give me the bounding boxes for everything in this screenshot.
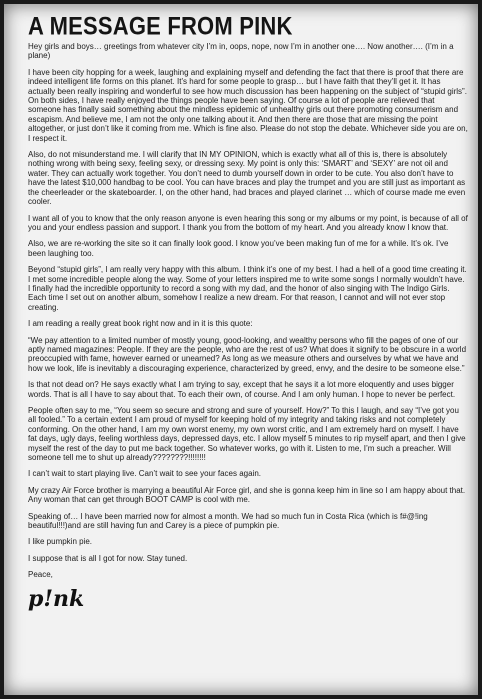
paragraph-stay-tuned: I suppose that is all I got for now. Stay tuned. [28, 553, 188, 563]
letter-page [4, 4, 478, 695]
paragraph-pumpkin-pie: I like pumpkin pie. [28, 537, 93, 547]
paragraph-dead-on: Is that not dead on? He says exactly what I am trying to say, except that he says it a lot more eloquently and uses bigger words. That is all I have to say about that. To each their own, of course. And I am only human. I hope to never be perfect. [28, 380, 456, 399]
letter-title: A MESSAGE FROM PINK [28, 12, 293, 40]
paragraph-brother: My crazy Air Force brother is marrying a beautiful Air Force girl, and she is gonna keep him in line so I am happy about that. Any woman that can get through BOOT CAMP is cool with me. [28, 485, 466, 505]
paragraph-city-hopping: I have been city hopping for a week, laughing and explaining myself and defending the fact that there is proof that there are indeed intelligent life forms on this planet. It’s hard for some people to grasp… but I have faith that they’ll get it. It has actually been really inspiring and wonderful to see how much discussion has been happening on the subject of “stupid girls”. On both sides, I have really enjoyed the things people have been saying. Of course a lot of people are relieved that someone has finally said something about the mindless epidemic of unhealthy girls out there promoting consumerism and escapism. And believe me, I am not the only one talking about it. And then there are those that are missing the point altogether, or just don’t like it coming from me. Which is fine also. Please do not stop the debate. Whichever side you are on, I respect it. [28, 67, 468, 143]
signature: p!nk [28, 585, 85, 612]
paragraph-album: Beyond “stupid girls”, I am really very happy with this album. I think it’s one of my best. I had a hell of a good time creating it. I met some incredible people along the way. Some of your letters inspired me to write some songs I normally wouldn’t have. I finally had the incredible opportunity to record a song with my dad, and the honor of also singing with The Indigo Girls. Each time I set out on another album, somehow I realize a new dream. For that reason, I cannot and will not ever stop creating. [28, 265, 467, 312]
paragraph-thanks: I want all of you to know that the only reason anyone is even hearing this song or my albums or my point, is because of all of you and your endless passion and support. I thank you from the bottom of my heart. And you already know I know that. [28, 213, 468, 232]
letter-body [28, 42, 468, 618]
paragraph-live: I can’t wait to start playing live. Can’t wait to see your faces again. [28, 469, 262, 479]
paragraph-site: Also, we are re-working the site so it can finally look good. I know you’ve been making fun of me for a while. It’s ok. I’ve been laughing too. [28, 239, 449, 258]
paragraph-quote: “We pay attention to a limited number of mostly young, good-looking, and wealthy persons who fill the pages of one of our aptly named magazines: People. If they are the people, who are the rest of us? What does it signify to be obscure in a world preoccupied with fame, however earned or unearned? As long as we measure others and ourselves by what we have and how we look, life is inevitably a discouraging experience, characterized by greed, envy, and the desire to be someone else.” [28, 335, 467, 373]
paragraph-book: I am reading a really great book right now and in it is this quote: [28, 319, 253, 329]
paragraph-secure: People often say to me, “You seem so secure and strong and sure of yourself. How?” To this I laugh, and say “I’ve got you all fooled.” To a certain extent I am proud of myself for keeping hold of my integrity and taking risks and not completely conforming. On the other hand, I am my own worst enemy, my own worst critic, and I am extremely hard on myself. I have fat days, ugly days, feeling worthless days, depressed days, etc. I allow myself 5 minutes to rip myself apart, and then I give myself the rest of the day to put me back together. So whatever works, go with it. Listen to me, I’m such a preacher. Will someone tell me to shut up already????????!!!!!!!! [28, 406, 466, 463]
paragraph-greeting: Hey girls and boys… greetings from whatever city I’m in, oops, nope, now I’m in another one…. Now another…. (I’m in a plane) [28, 42, 454, 61]
paragraph-clarification: Also, do not misunderstand me. I will clarify that IN MY OPINION, which is exactly what all of this is, there is absolutely nothing wrong with being sexy, feeling sexy, or dressing sexy. My point is only this: ‘SMART’ and ‘SEXY’ are not oil and water. They can actually work together. You don’t need to dumb yourself down in order to be cute. You also don’t have to have the latest $10,000 handbag to be cool. You can have braces and play the trumpet and you are still just as important as the cheerleader or the skateboarder. I, on the other hand, had braces and played clarinet … which of course made me even cooler. [28, 150, 466, 207]
paragraph-married: Speaking of… I have been married now for almost a month. We had so much fun in Costa Rica (which is f#@!ing beautiful!!!)and are still having fun and Carey is a piece of pumpkin pie. [28, 511, 428, 531]
signoff: Peace, [28, 570, 53, 580]
